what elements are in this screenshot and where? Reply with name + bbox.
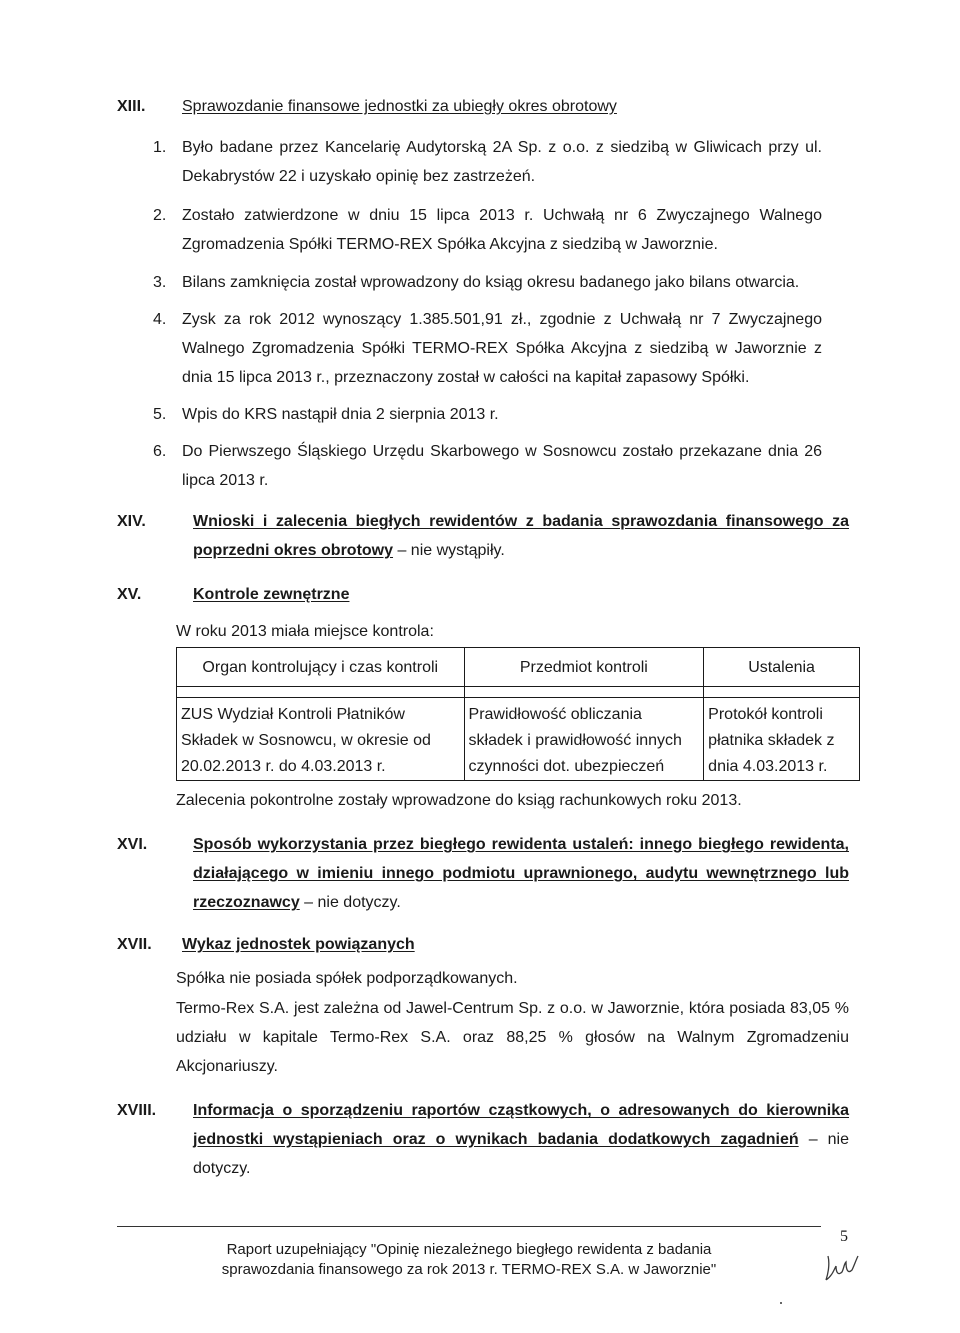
table-cell: Prawidłowość obliczania składek i prawidłowość innych czynności dot. ubezpieczeń <box>464 698 704 781</box>
item-number: 2. <box>153 207 167 224</box>
section-16-title: Sposób wykorzystania przez biegłego rewidenta ustaleń: innego biegłego rewidenta, działającego w imieniu innego podmiotu uprawnionego, audytu wewnętrznego lub rzeczoznawcy <box>193 836 849 911</box>
item-text: Było badane przez Kancelarię Audytorską 2A Sp. z o.o. z siedzibą w Gliwicach przy ul. Dekabrystów 22 i uzyskało opinię bez zastrzeżeń. <box>182 139 822 185</box>
table-cell: ZUS Wydział Kontroli Płatników Składek w Sosnowcu, w okresie od 20.02.2013 r. do 4.03.2013 r. <box>177 698 465 781</box>
section-17-title: Wykaz jednostek powiązanych <box>182 936 415 953</box>
page-number: 5 <box>840 1228 848 1245</box>
table-spacer-row <box>177 687 860 698</box>
footer-line-2: sprawozdania finansowego za rok 2013 r. TERMO-REX S.A. w Jaworznie" <box>221 1261 717 1278</box>
section-17-number: XVII. <box>117 936 152 953</box>
item-text: Do Pierwszego Śląskiego Urzędu Skarbowego w Sosnowcu zostało przekazane dnia 26 lipca 2013 r. <box>182 443 822 489</box>
section-15-title: Kontrole zewnętrzne <box>193 586 350 603</box>
item-number: 4. <box>153 311 167 328</box>
section-14-number: XIV. <box>117 513 146 530</box>
table-header: Organ kontrolujący i czas kontroli <box>177 648 465 687</box>
section-14-text <box>193 507 849 565</box>
section-15-number: XV. <box>117 586 142 603</box>
section-16-suffix: – nie dotyczy. <box>299 894 401 911</box>
table-row <box>177 698 860 781</box>
section-18-number: XVIII. <box>117 1102 157 1119</box>
item-text: Zysk za rok 2012 wynoszący 1.385.501,91 zł., zgodnie z Uchwałą nr 7 Zwyczajnego Walnego Zgromadzenia Spółki TERMO-REX Spółka Akcyjna z siedzibą w Jaworznie z dnia 15 lipca 2013 r., przeznaczony został w całości na kapitał zapasowy Spółki. <box>182 311 822 386</box>
table-header-row <box>177 648 860 687</box>
section-13-number: XIII. <box>117 98 146 115</box>
section-18-suffix: – nie dotyczy. <box>193 1131 850 1177</box>
section-14-title: Wnioski i zalecenia biegłych rewidentów z badania sprawozdania finansowego za poprzedni okres obrotowy <box>193 513 849 559</box>
section-18-title: Informacja o sporządzeniu raportów cząstkowych, o adresowanych do kierownika jednostki wystąpieniach oraz o wynikach badania dodatkowych zagadnień <box>193 1102 849 1148</box>
section-16-text <box>193 830 849 917</box>
section-16-number: XVI. <box>117 836 148 853</box>
scan-speck <box>780 1302 782 1304</box>
item-text: Wpis do KRS nastąpił dnia 2 sierpnia 2013 r. <box>182 406 499 423</box>
item-text: Zostało zatwierdzone w dniu 15 lipca 2013 r. Uchwałą nr 6 Zwyczajnego Walnego Zgromadzenia Spółki TERMO-REX Spółka Akcyjna z siedzibą w Jaworznie. <box>182 207 822 253</box>
section-14-suffix: – nie wystąpiły. <box>393 542 505 559</box>
section-17-paragraph-2: Termo-Rex S.A. jest zależna od Jawel-Centrum Sp. z o.o. w Jaworznie, która posiada 83,05 % udziału w kapitale Termo-Rex S.A. oraz 88,25 % głosów na Walnym Zgromadzeniu Akcjonariuszy. <box>176 1000 849 1075</box>
item-number: 3. <box>153 274 167 291</box>
table-header: Przedmiot kontroli <box>464 648 704 687</box>
footer-line-1: Raport uzupełniający "Opinię niezależnego biegłego rewidenta z badania <box>226 1241 712 1258</box>
section-13-title: Sprawozdanie finansowe jednostki za ubiegły okres obrotowy <box>182 98 617 115</box>
item-number: 6. <box>153 443 167 460</box>
section-15-intro: W roku 2013 miała miejsce kontrola: <box>176 623 434 640</box>
footer-rule <box>117 1226 821 1227</box>
initials-signature <box>822 1252 862 1284</box>
item-text: Bilans zamknięcia został wprowadzony do ksiąg okresu badanego jako bilans otwarcia. <box>182 274 800 291</box>
table-cell: Protokół kontroli płatnika składek z dnia 4.03.2013 r. <box>704 698 860 781</box>
table-header: Ustalenia <box>704 648 860 687</box>
controls-table <box>176 647 860 781</box>
item-number: 5. <box>153 406 167 423</box>
section-18-text <box>193 1096 849 1183</box>
item-number: 1. <box>153 139 167 156</box>
section-17-paragraph-1: Spółka nie posiada spółek podporządkowanych. <box>176 970 518 987</box>
footer <box>117 1240 821 1280</box>
section-15-note: Zalecenia pokontrolne zostały wprowadzone do ksiąg rachunkowych roku 2013. <box>176 792 742 809</box>
